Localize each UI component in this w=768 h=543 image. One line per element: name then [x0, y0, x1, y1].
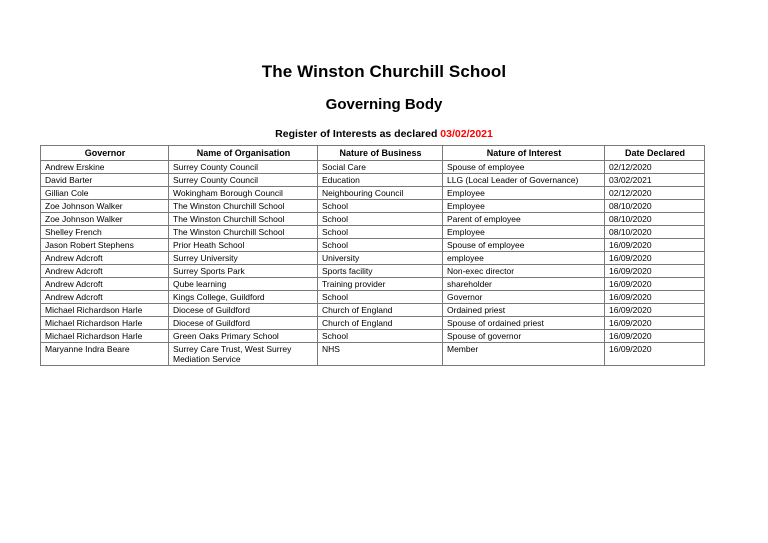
cell-business: School — [318, 291, 443, 304]
cell-business: Sports facility — [318, 265, 443, 278]
table-header-row — [41, 146, 705, 161]
cell-date: 08/10/2020 — [605, 213, 705, 226]
cell-business: Neighbouring Council — [318, 187, 443, 200]
column-header-organisation: Name of Organisation — [169, 146, 318, 161]
cell-governor: Jason Robert Stephens — [41, 239, 169, 252]
table-row — [41, 304, 705, 317]
register-table-container — [40, 145, 704, 366]
cell-interest: employee — [443, 252, 605, 265]
cell-date: 16/09/2020 — [605, 291, 705, 304]
cell-interest: Employee — [443, 200, 605, 213]
cell-organisation: Wokingham Borough Council — [169, 187, 318, 200]
cell-date: 03/02/2021 — [605, 174, 705, 187]
cell-business: School — [318, 213, 443, 226]
cell-date: 16/09/2020 — [605, 278, 705, 291]
strapline-prefix: Register of Interests as declared — [275, 128, 438, 140]
cell-business: Church of England — [318, 304, 443, 317]
cell-business: Church of England — [318, 317, 443, 330]
column-header-date: Date Declared — [605, 146, 705, 161]
cell-organisation: Surrey University — [169, 252, 318, 265]
table-row — [41, 239, 705, 252]
column-header-business: Nature of Business — [318, 146, 443, 161]
cell-interest: Non-exec director — [443, 265, 605, 278]
table-row — [41, 291, 705, 304]
cell-governor: Michael Richardson Harle — [41, 304, 169, 317]
cell-organisation: Qube learning — [169, 278, 318, 291]
table-row — [41, 265, 705, 278]
table-row — [41, 200, 705, 213]
cell-date: 16/09/2020 — [605, 343, 705, 366]
document-subtitle: Governing Body — [325, 96, 443, 113]
cell-organisation: Diocese of Guildford — [169, 317, 318, 330]
cell-business: School — [318, 239, 443, 252]
cell-governor: Gillian Cole — [41, 187, 169, 200]
cell-interest: Member — [443, 343, 605, 366]
cell-interest: Governor — [443, 291, 605, 304]
cell-governor: Andrew Adcroft — [41, 278, 169, 291]
table-row — [41, 343, 705, 366]
cell-organisation: Surrey County Council — [169, 174, 318, 187]
cell-governor: Maryanne Indra Beare — [41, 343, 169, 366]
cell-interest: Spouse of employee — [443, 161, 605, 174]
cell-date: 08/10/2020 — [605, 200, 705, 213]
cell-interest: Employee — [443, 187, 605, 200]
table-row — [41, 252, 705, 265]
table-body — [41, 161, 705, 366]
cell-interest: Ordained priest — [443, 304, 605, 317]
table-row — [41, 226, 705, 239]
cell-organisation: Green Oaks Primary School — [169, 330, 318, 343]
register-strapline — [0, 114, 768, 141]
cell-date: 16/09/2020 — [605, 317, 705, 330]
cell-business: School — [318, 200, 443, 213]
cell-governor: Andrew Erskine — [41, 161, 169, 174]
table-header — [41, 146, 705, 161]
cell-interest: Spouse of governor — [443, 330, 605, 343]
cell-business: School — [318, 330, 443, 343]
cell-organisation: Surrey County Council — [169, 161, 318, 174]
cell-governor: Zoe Johnson Walker — [41, 213, 169, 226]
cell-business: University — [318, 252, 443, 265]
cell-business: Social Care — [318, 161, 443, 174]
cell-organisation: Surrey Sports Park — [169, 265, 318, 278]
cell-date: 16/09/2020 — [605, 330, 705, 343]
cell-date: 02/12/2020 — [605, 161, 705, 174]
document-title: The Winston Churchill School — [261, 62, 507, 81]
cell-date: 16/09/2020 — [605, 252, 705, 265]
cell-interest: Spouse of employee — [443, 239, 605, 252]
cell-date: 02/12/2020 — [605, 187, 705, 200]
table-row — [41, 330, 705, 343]
cell-business: NHS — [318, 343, 443, 366]
table-row — [41, 161, 705, 174]
table-row — [41, 278, 705, 291]
cell-business: School — [318, 226, 443, 239]
cell-organisation: The Winston Churchill School — [169, 200, 318, 213]
cell-date: 16/09/2020 — [605, 304, 705, 317]
column-header-governor: Governor — [41, 146, 169, 161]
cell-organisation: The Winston Churchill School — [169, 213, 318, 226]
cell-governor: Andrew Adcroft — [41, 252, 169, 265]
cell-organisation: Prior Heath School — [169, 239, 318, 252]
cell-governor: Michael Richardson Harle — [41, 317, 169, 330]
cell-date: 16/09/2020 — [605, 239, 705, 252]
cell-organisation: Surrey Care Trust, West Surrey Mediation Service — [169, 343, 318, 366]
cell-interest: Employee — [443, 226, 605, 239]
column-header-interest: Nature of Interest — [443, 146, 605, 161]
cell-governor: Andrew Adcroft — [41, 291, 169, 304]
cell-governor: Zoe Johnson Walker — [41, 200, 169, 213]
cell-interest: shareholder — [443, 278, 605, 291]
register-of-interests-table — [40, 145, 705, 366]
cell-business: Training provider — [318, 278, 443, 291]
declared-date: 03/02/2021 — [440, 128, 493, 140]
cell-organisation: Diocese of Guildford — [169, 304, 318, 317]
table-row — [41, 317, 705, 330]
cell-governor: Andrew Adcroft — [41, 265, 169, 278]
cell-interest: Parent of employee — [443, 213, 605, 226]
cell-organisation: Kings College, Guildford — [169, 291, 318, 304]
cell-date: 08/10/2020 — [605, 226, 705, 239]
cell-interest: Spouse of ordained priest — [443, 317, 605, 330]
table-row — [41, 174, 705, 187]
cell-business: Education — [318, 174, 443, 187]
cell-governor: Michael Richardson Harle — [41, 330, 169, 343]
cell-governor: David Barter — [41, 174, 169, 187]
cell-organisation: The Winston Churchill School — [169, 226, 318, 239]
table-row — [41, 213, 705, 226]
cell-interest: LLG (Local Leader of Governance) — [443, 174, 605, 187]
cell-governor: Shelley French — [41, 226, 169, 239]
cell-date: 16/09/2020 — [605, 265, 705, 278]
table-row — [41, 187, 705, 200]
